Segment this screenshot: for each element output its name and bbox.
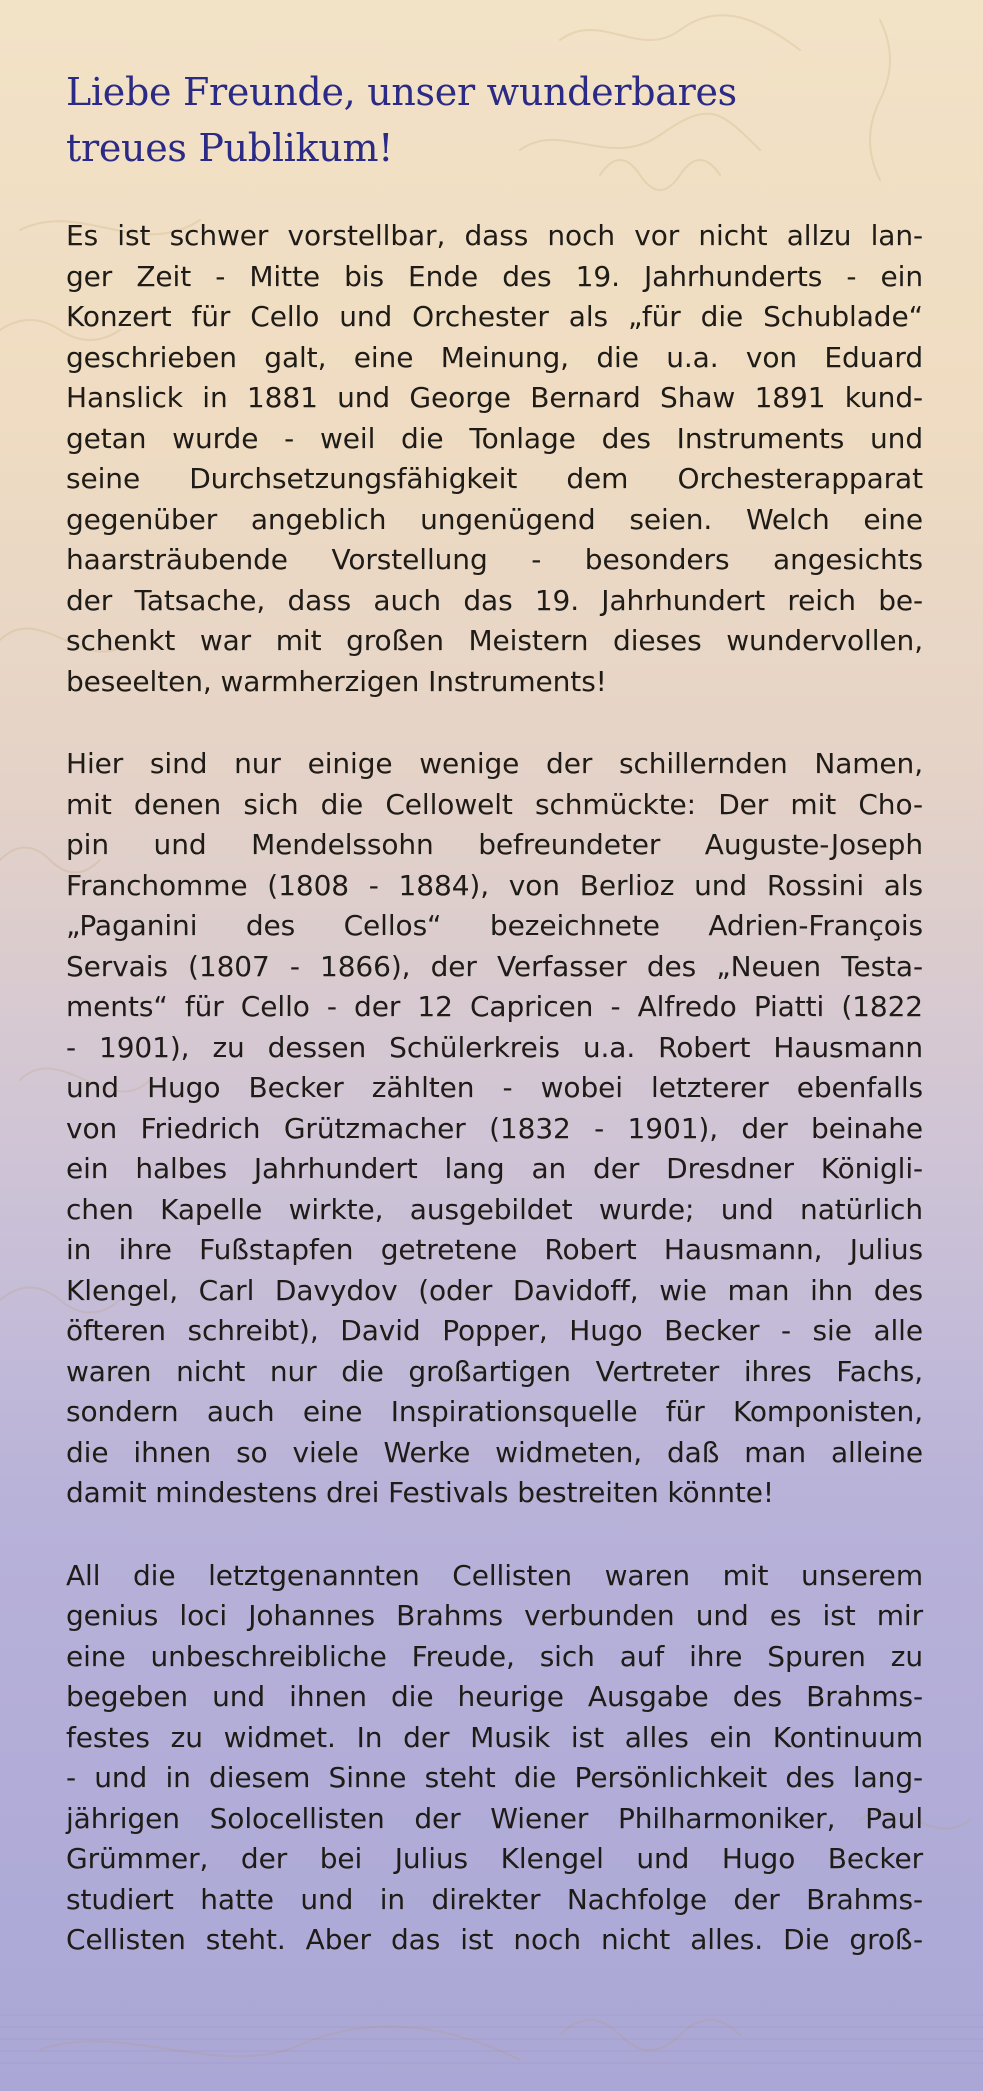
text-line: Cellisten steht. Aber das ist noch nicht alles. Die groß- bbox=[66, 1923, 923, 1956]
letter-content bbox=[66, 64, 923, 1961]
text-line: Grümmer, der bei Julius Klengel und Hugo Becker bbox=[66, 1842, 923, 1875]
text-line: studiert hatte und in direkter Nachfolge der Brahms- bbox=[66, 1882, 923, 1916]
text-line: ments“ für Cello - der 12 Capricen - Alfredo Piatti (1822 bbox=[66, 990, 923, 1023]
text-line: damit mindestens drei Festivals bestreiten könnte! bbox=[66, 1476, 775, 1509]
text-line: die ihnen so viele Werke widmeten, daß man alleine bbox=[66, 1435, 923, 1469]
paragraph-cellists bbox=[66, 744, 923, 1514]
text-line: öfteren schreibt), David Popper, Hugo Becker - sie alle bbox=[66, 1314, 923, 1347]
text-line: Hanslick in 1881 und George Bernard Shaw 1891 kund- bbox=[66, 381, 923, 414]
text-line: ger Zeit - Mitte bis Ende des 19. Jahrhunderts - ein bbox=[66, 259, 923, 293]
text-line: sondern auch eine Inspirationsquelle für Komponisten, bbox=[66, 1395, 923, 1428]
text-line: pin und Mendelssohn befreundeter Auguste-Joseph bbox=[66, 828, 923, 861]
title-line: Liebe Freunde, unser wunderbares bbox=[66, 70, 737, 114]
text-line: und Hugo Becker zählten - wobei letzterer ebenfalls bbox=[66, 1071, 923, 1104]
text-line: getan wurde - weil die Tonlage des Instruments und bbox=[66, 421, 923, 455]
text-line: der Tatsache, dass auch das 19. Jahrhundert reich be- bbox=[66, 583, 923, 617]
text-line: Es ist schwer vorstellbar, dass noch vor nicht allzu lan- bbox=[66, 219, 923, 252]
text-line: chen Kapelle wirkte, ausgebildet wurde; und natürlich bbox=[66, 1192, 923, 1226]
text-line: Franchomme (1808 - 1884), von Berlioz und Rossini als bbox=[66, 868, 923, 902]
text-line: - und in diesem Sinne steht die Persönlichkeit des lang- bbox=[66, 1761, 923, 1794]
text-line: ein halbes Jahrhundert lang an der Dresdner Königli- bbox=[66, 1152, 923, 1185]
text-line: mit denen sich die Cellowelt schmückte: Der mit Cho- bbox=[66, 787, 923, 821]
text-line: haarsträubende Vorstellung - besonders angesichts bbox=[66, 543, 923, 576]
text-line: seine Durchsetzungsfähigkeit dem Orchesterapparat bbox=[66, 462, 923, 495]
text-line: festes zu widmet. In der Musik ist alles ein Kontinuum bbox=[66, 1720, 923, 1754]
paragraph-brahms bbox=[66, 1556, 923, 1961]
title-line: treues Publikum! bbox=[66, 126, 394, 170]
text-line: begeben und ihnen die heurige Ausgabe des Brahms- bbox=[66, 1680, 923, 1713]
text-line: in ihre Fußstapfen getretene Robert Hausmann, Julius bbox=[66, 1233, 923, 1266]
page-title bbox=[66, 64, 923, 176]
text-line: All die letztgenannten Cellisten waren mit unserem bbox=[66, 1558, 923, 1592]
text-line: Hier sind nur einige wenige der schillernden Namen, bbox=[66, 747, 923, 780]
paragraph-intro bbox=[66, 216, 923, 702]
text-line: Konzert für Cello und Orchester als „für die Schublade“ bbox=[66, 300, 923, 333]
text-line: jährigen Solocellisten der Wiener Philharmoniker, Paul bbox=[66, 1801, 923, 1835]
text-line: „Paganini des Cellos“ bezeichnete Adrien-François bbox=[66, 909, 923, 942]
text-line: Servais (1807 - 1866), der Verfasser des „Neuen Testa- bbox=[66, 949, 923, 983]
text-line: schenkt war mit großen Meistern dieses wundervollen, bbox=[66, 624, 923, 657]
text-line: Klengel, Carl Davydov (oder Davidoff, wie man ihn des bbox=[66, 1273, 923, 1307]
text-line: geschrieben galt, eine Meinung, die u.a. von Eduard bbox=[66, 340, 923, 374]
text-line: gegenüber angeblich ungenügend seien. Welch eine bbox=[66, 502, 923, 536]
text-line: eine unbeschreibliche Freude, sich auf ihre Spuren zu bbox=[66, 1639, 923, 1673]
text-line: beseelten, warmherzigen Instruments! bbox=[66, 664, 607, 698]
text-line: - 1901), zu dessen Schülerkreis u.a. Robert Hausmann bbox=[66, 1030, 923, 1064]
text-line: genius loci Johannes Brahms verbunden und es ist mir bbox=[66, 1599, 923, 1632]
text-line: von Friedrich Grützmacher (1832 - 1901), der beinahe bbox=[66, 1111, 923, 1145]
text-line: waren nicht nur die großartigen Vertreter ihres Fachs, bbox=[66, 1354, 923, 1388]
